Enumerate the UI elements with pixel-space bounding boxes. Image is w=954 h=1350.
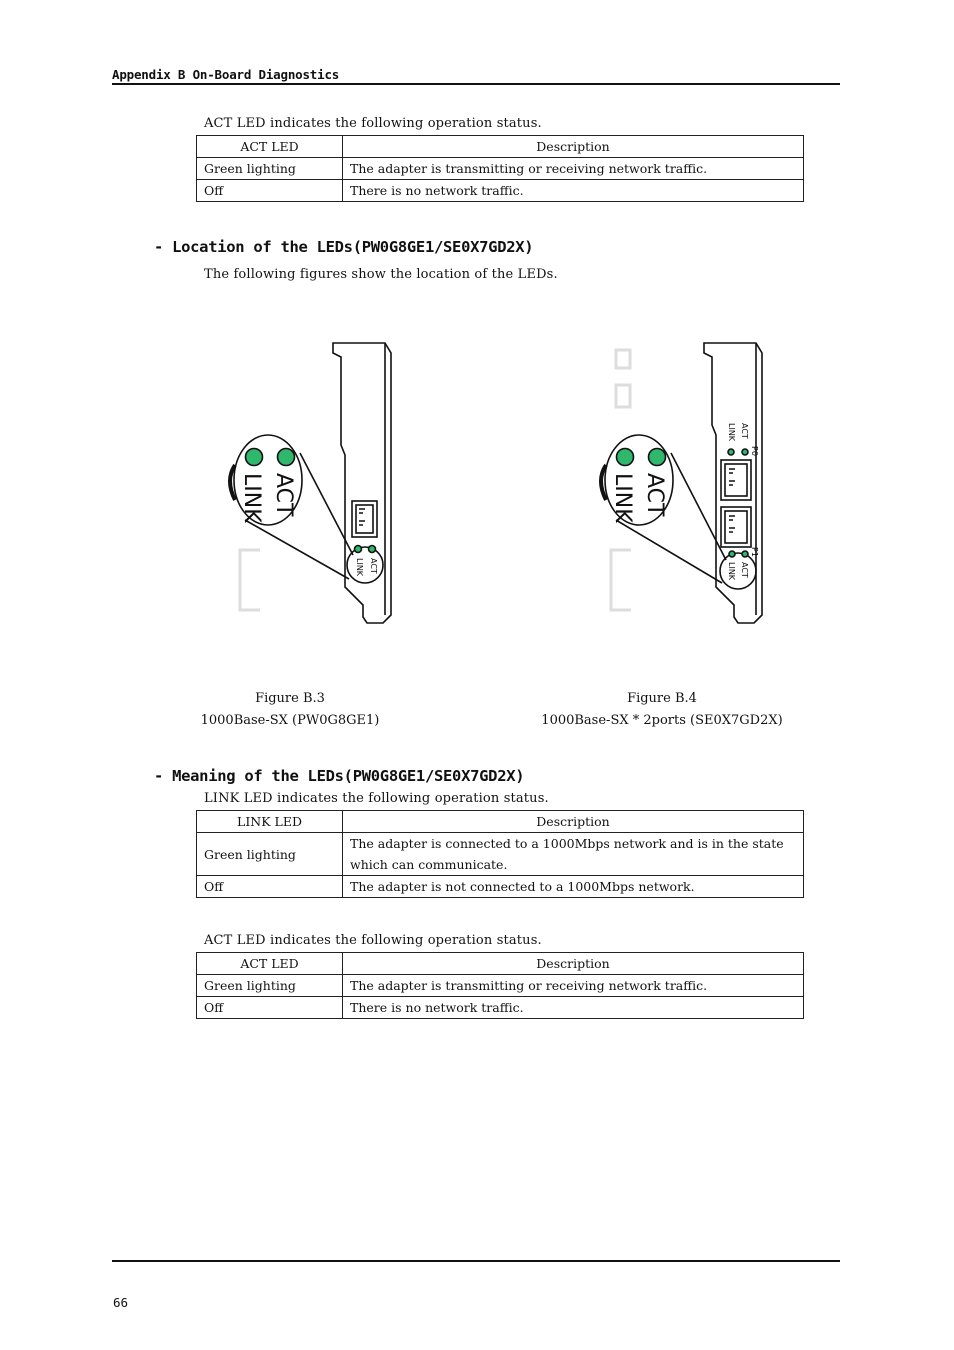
running-header: Appendix B On-Board Diagnostics xyxy=(112,67,340,82)
board-label-link: LINK xyxy=(355,558,364,577)
table-cell: The adapter is not connected to a 1000Mbps network. xyxy=(343,876,804,898)
table-row xyxy=(197,997,804,1019)
table-cell: There is no network traffic. xyxy=(343,180,804,202)
table-row xyxy=(197,158,804,180)
column-header: ACT LED xyxy=(197,136,343,158)
table-row xyxy=(197,180,804,202)
board-label-link-p0: LINK xyxy=(727,423,736,442)
link-table-intro: LINK LED indicates the following operation status. xyxy=(204,791,549,806)
act-table-2-intro: ACT LED indicates the following operation status. xyxy=(204,933,542,948)
callout-label-act: ACT xyxy=(642,473,667,517)
header-rule xyxy=(112,83,840,85)
callout-led-act xyxy=(278,449,295,466)
meaning-heading: - Meaning of the LEDs(PW0G8GE1/SE0X7GD2X) xyxy=(154,767,525,785)
board-led-link xyxy=(355,546,362,553)
board-label-p1: P1 xyxy=(750,547,759,557)
board-label-act-p0: ACT xyxy=(740,423,749,439)
location-intro: The following figures show the location of the LEDs. xyxy=(204,267,558,282)
board-led-link-p1 xyxy=(729,551,735,557)
column-header: Description xyxy=(343,136,804,158)
table-row xyxy=(197,833,804,876)
location-heading: - Location of the LEDs(PW0G8GE1/SE0X7GD2X) xyxy=(154,238,534,256)
act-led-table-2 xyxy=(196,952,804,1019)
figure-b3-caption: 1000Base-SX (PW0G8GE1) xyxy=(200,713,380,728)
table-cell: Off xyxy=(197,876,343,898)
table-header-row xyxy=(197,953,804,975)
page-number: 66 xyxy=(113,1295,129,1310)
board-label-act: ACT xyxy=(369,558,378,574)
board-led-act-p1 xyxy=(742,551,748,557)
table-cell: Off xyxy=(197,180,343,202)
footer-rule xyxy=(112,1260,840,1262)
callout-label-link: LINK xyxy=(239,473,264,523)
callout-led-act xyxy=(649,449,666,466)
cell-line: which can communicate. xyxy=(350,857,508,872)
table-cell: Green lighting xyxy=(197,833,343,876)
link-led-table xyxy=(196,810,804,898)
figure-b4-caption: 1000Base-SX * 2ports (SE0X7GD2X) xyxy=(541,713,783,728)
table-cell xyxy=(343,833,804,876)
act-led-table-1 xyxy=(196,135,804,202)
figure-b4-illustration xyxy=(596,335,776,630)
board-led-act xyxy=(369,546,376,553)
table-cell: Green lighting xyxy=(197,975,343,997)
figure-b3-illustration xyxy=(225,335,405,630)
board-label-p0: P0 xyxy=(750,446,759,456)
table-row xyxy=(197,876,804,898)
table-row xyxy=(197,975,804,997)
callout-label-act: ACT xyxy=(271,473,296,517)
callout-led-link xyxy=(617,449,634,466)
column-header: Description xyxy=(343,811,804,833)
table-header-row xyxy=(197,811,804,833)
figure-b3-number: Figure B.3 xyxy=(255,691,325,706)
callout-led-link xyxy=(246,449,263,466)
callout-label-link: LINK xyxy=(610,473,635,523)
act-table-1-intro: ACT LED indicates the following operation status. xyxy=(204,116,542,131)
table-cell: There is no network traffic. xyxy=(343,997,804,1019)
column-header: Description xyxy=(343,953,804,975)
board-label-link-p1: LINK xyxy=(727,562,736,581)
cell-line: The adapter is connected to a 1000Mbps network and is in the state xyxy=(350,836,784,851)
table-cell: The adapter is transmitting or receiving network traffic. xyxy=(343,975,804,997)
column-header: ACT LED xyxy=(197,953,343,975)
table-header-row xyxy=(197,136,804,158)
column-header: LINK LED xyxy=(197,811,343,833)
figure-b4-number: Figure B.4 xyxy=(627,691,697,706)
table-cell: Off xyxy=(197,997,343,1019)
table-cell: Green lighting xyxy=(197,158,343,180)
table-cell: The adapter is transmitting or receiving network traffic. xyxy=(343,158,804,180)
board-label-act-p1: ACT xyxy=(740,562,749,578)
